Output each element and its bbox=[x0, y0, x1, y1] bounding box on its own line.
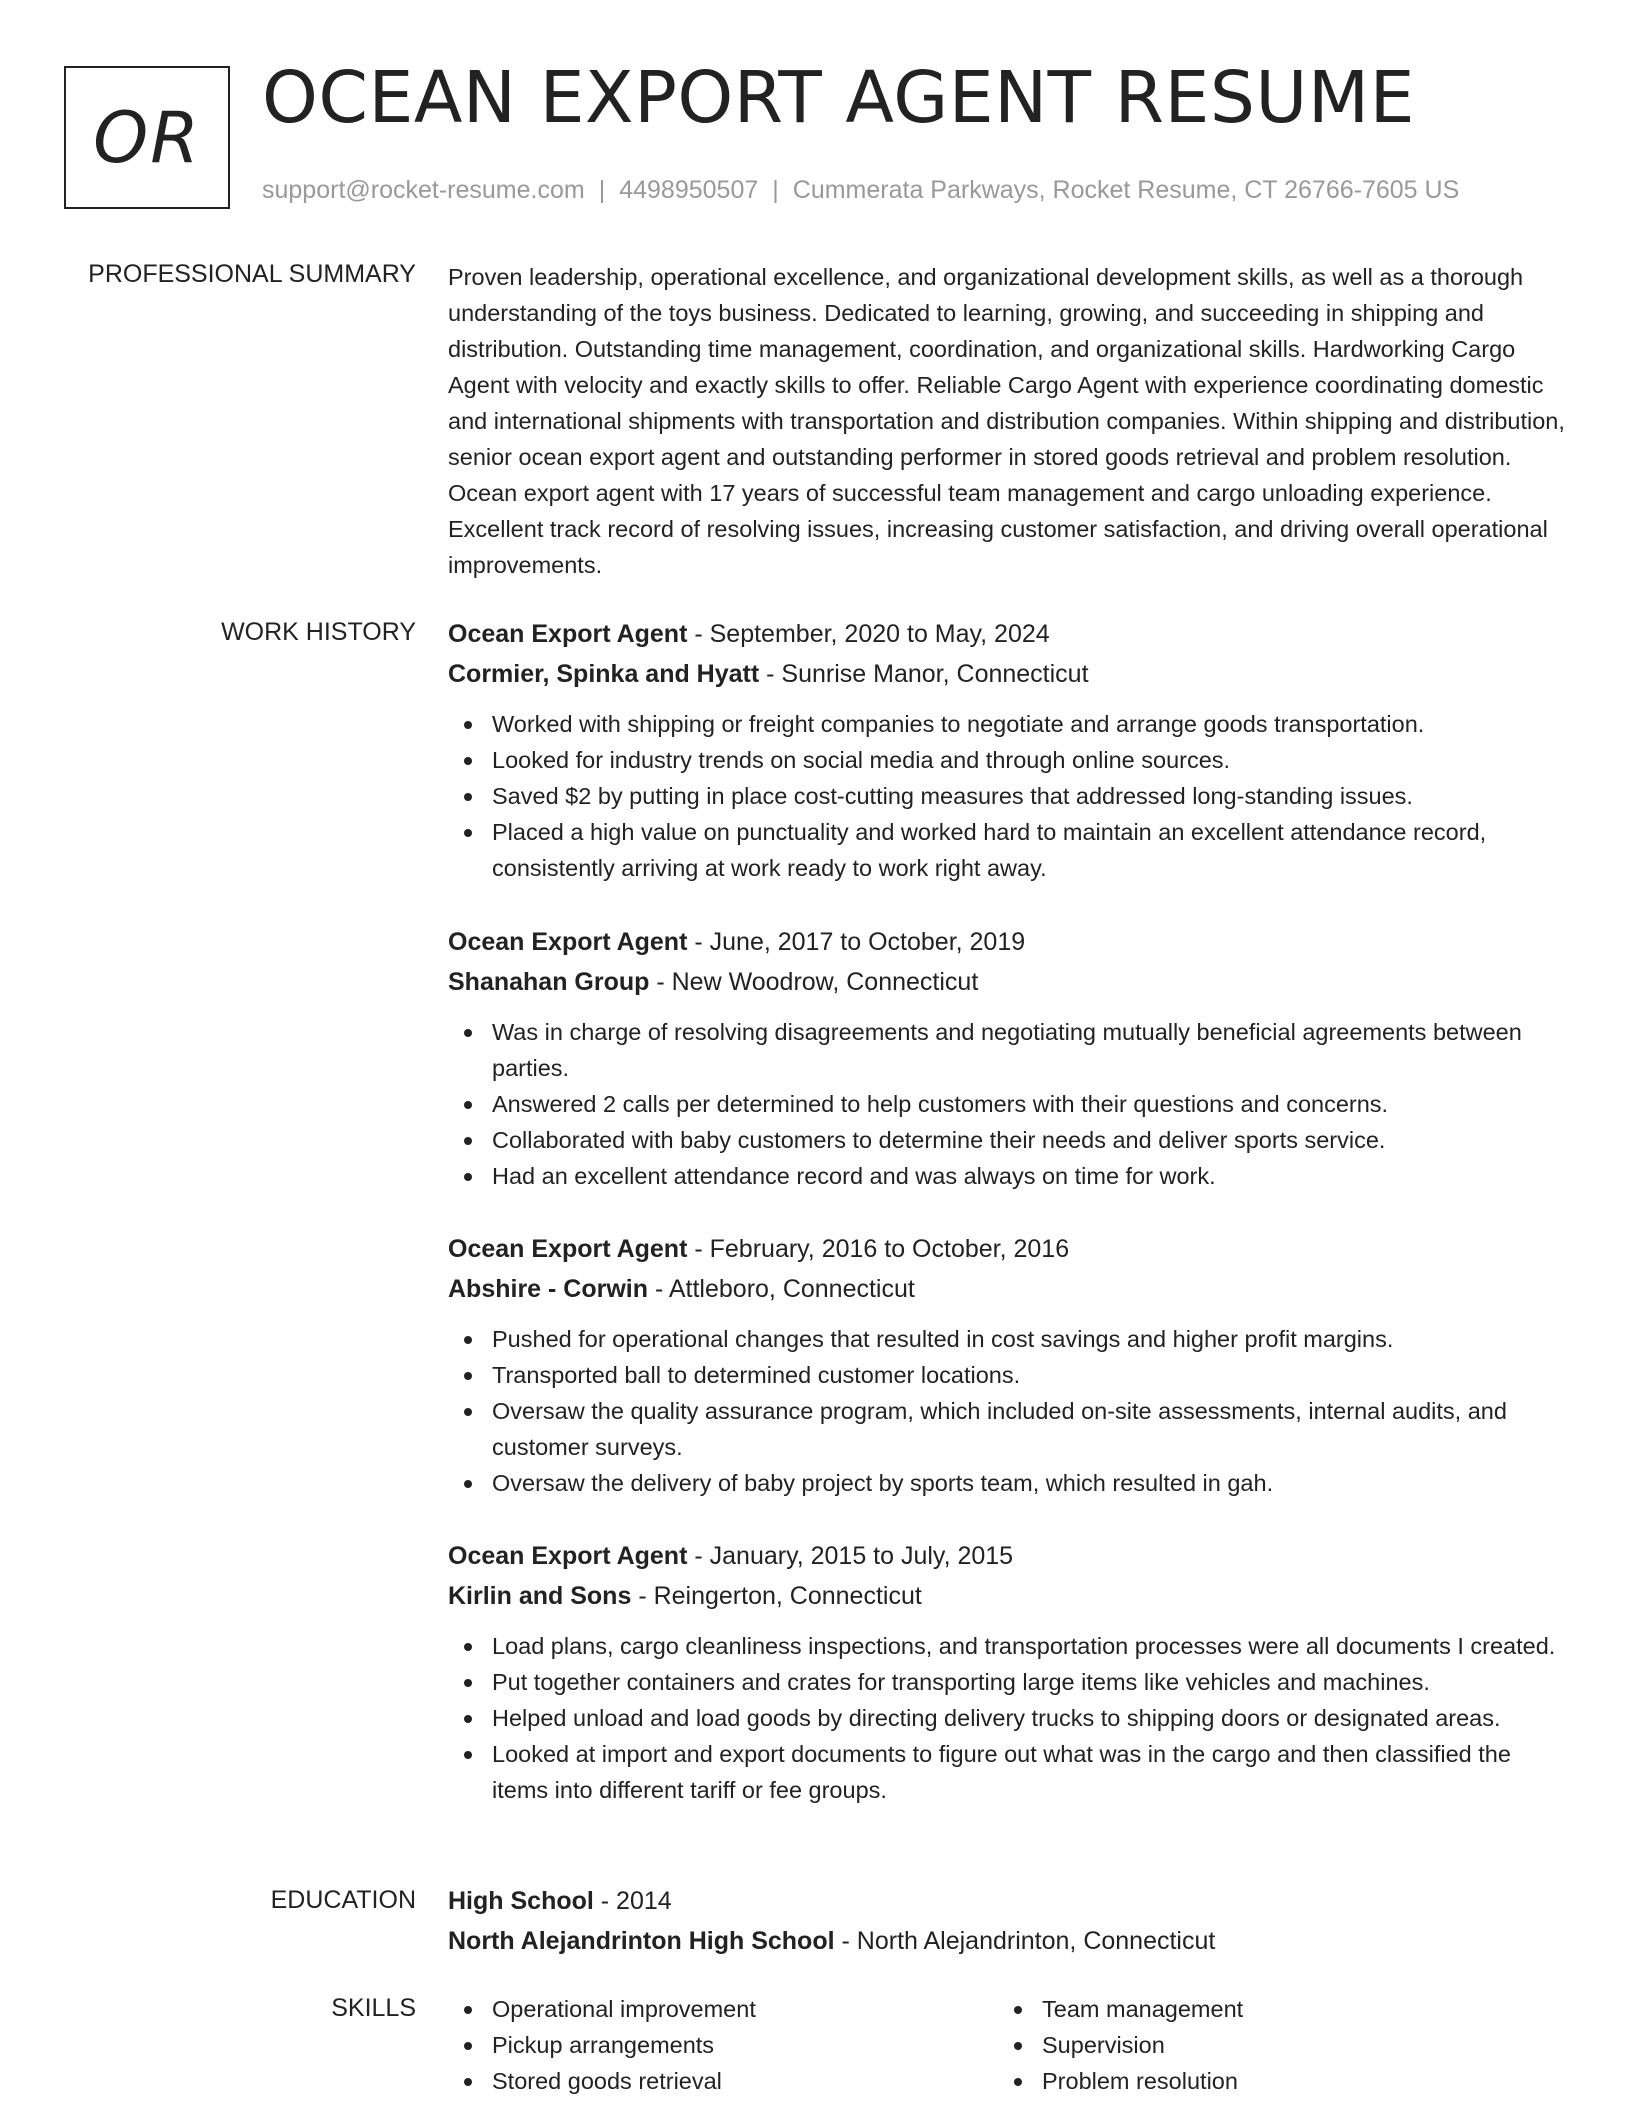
job-entry bbox=[448, 1229, 1568, 1501]
job-location: - Attleboro, Connecticut bbox=[654, 1275, 915, 1303]
contact-phone[interactable]: 4498950507 bbox=[619, 176, 759, 204]
education-school-line bbox=[448, 1921, 1568, 1961]
job-title: Ocean Export Agent bbox=[448, 620, 688, 648]
resume-title: OCEAN EXPORT AGENT RESUME bbox=[262, 56, 1415, 139]
job-bullets bbox=[448, 706, 1568, 886]
job-company-line bbox=[448, 962, 1568, 1002]
job-bullet: Saved $2 by putting in place cost-cutting measures that addressed long-standing issues. bbox=[448, 778, 1568, 814]
job-title: Ocean Export Agent bbox=[448, 1542, 688, 1570]
summary-text: Proven leadership, operational excellence, and organizational development skills, as well as a thorough understanding of the toys business. Dedicated to learning, growing, and succeeding in shipping and distribution. Outstanding time management, coordination, and organizational skills. Hardworking Cargo Agent with velocity and exactly skills to offer. Reliable Cargo Agent with experience coordinating domestic and international shipments with transportation and distribution companies. Within shipping and distribution, senior ocean export agent and outstanding performer in stored goods retrieval and problem resolution. Ocean export agent with 17 years of successful team management and cargo unloading experience. Excellent track record of resolving issues, increasing customer satisfaction, and driving overall operational improvements. bbox=[448, 264, 1565, 578]
summary-label: PROFESSIONAL SUMMARY bbox=[88, 260, 416, 288]
job-entry bbox=[448, 922, 1568, 1194]
education-school: North Alejandrinton High School bbox=[448, 1927, 835, 1955]
job-bullet: Oversaw the quality assurance program, which included on-site assessments, internal audits, and customer surveys. bbox=[448, 1393, 1568, 1465]
job-dates: - June, 2017 to October, 2019 bbox=[694, 928, 1026, 956]
skill-item: Team management bbox=[998, 1991, 1243, 2027]
education-entry bbox=[448, 1881, 1568, 1961]
skill-item: Supervision bbox=[998, 2027, 1243, 2063]
job-bullets bbox=[448, 1628, 1568, 1808]
job-title-line bbox=[448, 922, 1568, 962]
skill-item: Operational improvement bbox=[448, 1991, 756, 2027]
contact-separator: | bbox=[598, 176, 606, 204]
job-company-line bbox=[448, 1576, 1568, 1616]
skills-list bbox=[448, 1991, 1568, 2112]
work-history-label: WORK HISTORY bbox=[221, 618, 416, 646]
job-company-line bbox=[448, 1269, 1568, 1309]
job-dates: - February, 2016 to October, 2016 bbox=[694, 1235, 1070, 1263]
skill-item: Pickup arrangements bbox=[448, 2027, 756, 2063]
job-bullet: Was in charge of resolving disagreements and negotiating mutually beneficial agreements between parties. bbox=[448, 1014, 1568, 1086]
job-title-line bbox=[448, 614, 1568, 654]
skills-column-left bbox=[448, 1991, 756, 2099]
skills-label: SKILLS bbox=[331, 1994, 416, 2022]
job-entry bbox=[448, 614, 1568, 886]
job-bullets bbox=[448, 1321, 1568, 1501]
education-year: - 2014 bbox=[600, 1887, 672, 1915]
job-bullet: Oversaw the delivery of baby project by sports team, which resulted in gah. bbox=[448, 1465, 1568, 1501]
job-company: Kirlin and Sons bbox=[448, 1582, 632, 1610]
job-bullet: Load plans, cargo cleanliness inspections, and transportation processes were all documents I created. bbox=[448, 1628, 1568, 1664]
education-degree-line bbox=[448, 1881, 1568, 1921]
contact-address: Cummerata Parkways, Rocket Resume, CT 26766-7605 US bbox=[792, 176, 1460, 204]
job-location: - Sunrise Manor, Connecticut bbox=[766, 660, 1089, 688]
job-title: Ocean Export Agent bbox=[448, 928, 688, 956]
job-dates: - January, 2015 to July, 2015 bbox=[694, 1542, 1014, 1570]
education-label: EDUCATION bbox=[270, 1886, 416, 1914]
monogram-initials: OR bbox=[93, 96, 201, 179]
job-dates: - September, 2020 to May, 2024 bbox=[694, 620, 1050, 648]
skills-column-right bbox=[998, 1991, 1243, 2099]
job-bullet: Helped unload and load goods by directing delivery trucks to shipping doors or designated areas. bbox=[448, 1700, 1568, 1736]
monogram-box bbox=[64, 66, 230, 209]
job-location: - New Woodrow, Connecticut bbox=[656, 968, 979, 996]
job-bullet: Put together containers and crates for transporting large items like vehicles and machines. bbox=[448, 1664, 1568, 1700]
education-location: - North Alejandrinton, Connecticut bbox=[841, 1927, 1216, 1955]
job-bullet: Collaborated with baby customers to determine their needs and deliver sports service. bbox=[448, 1122, 1568, 1158]
skill-item: Stored goods retrieval bbox=[448, 2063, 756, 2099]
job-bullet: Had an excellent attendance record and was always on time for work. bbox=[448, 1158, 1568, 1194]
job-bullet: Placed a high value on punctuality and worked hard to maintain an excellent attendance record, consistently arriving at work ready to work right away. bbox=[448, 814, 1568, 886]
job-bullet: Answered 2 calls per determined to help customers with their questions and concerns. bbox=[448, 1086, 1568, 1122]
job-bullets bbox=[448, 1014, 1568, 1194]
job-bullet: Looked for industry trends on social media and through online sources. bbox=[448, 742, 1568, 778]
contact-separator: | bbox=[772, 176, 779, 204]
contact-line bbox=[262, 176, 1459, 205]
job-bullet: Worked with shipping or freight companies to negotiate and arrange goods transportation. bbox=[448, 706, 1568, 742]
job-entry bbox=[448, 1536, 1568, 1808]
contact-email[interactable]: support@rocket-resume.com bbox=[262, 176, 585, 204]
job-location: - Reingerton, Connecticut bbox=[638, 1582, 922, 1610]
job-company: Shanahan Group bbox=[448, 968, 650, 996]
job-company: Cormier, Spinka and Hyatt bbox=[448, 660, 760, 688]
education-degree: High School bbox=[448, 1887, 594, 1915]
job-bullet: Looked at import and export documents to figure out what was in the cargo and then classified the items into different tariff or fee groups. bbox=[448, 1736, 1568, 1808]
job-bullet: Transported ball to determined customer locations. bbox=[448, 1357, 1568, 1393]
job-company-line bbox=[448, 654, 1568, 694]
job-title: Ocean Export Agent bbox=[448, 1235, 688, 1263]
skill-item: Problem resolution bbox=[998, 2063, 1243, 2099]
job-title-line bbox=[448, 1229, 1568, 1269]
job-company: Abshire - Corwin bbox=[448, 1275, 649, 1303]
job-bullet: Pushed for operational changes that resulted in cost savings and higher profit margins. bbox=[448, 1321, 1568, 1357]
job-title-line bbox=[448, 1536, 1568, 1576]
